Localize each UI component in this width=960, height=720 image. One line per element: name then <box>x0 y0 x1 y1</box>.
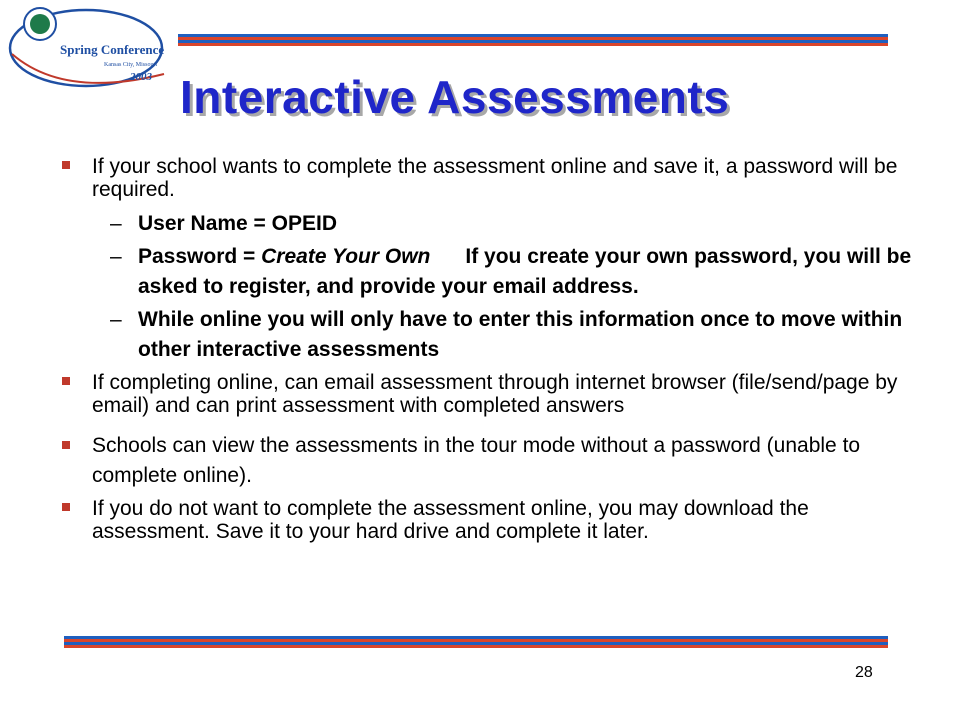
slide-title: Interactive Assessments <box>180 71 730 123</box>
dash-marker: – <box>110 212 122 235</box>
sub-item-online-once <box>60 305 920 365</box>
seal-center <box>30 14 50 34</box>
spring-conference-logo <box>4 4 179 96</box>
bullet-item <box>60 497 920 543</box>
slide-content <box>60 155 920 543</box>
password-italic: Create Your Own <box>261 245 431 268</box>
square-bullet-icon <box>62 441 70 449</box>
bottom-stripe <box>64 636 888 648</box>
sub-item-text: While online you will only have to enter this information once to move within other interactive assessments <box>138 308 903 361</box>
bullet-text: If you do not want to complete the assessment online, you may download the assessment. Save it to your hard drive and complete it later. <box>92 497 809 543</box>
password-suffix: If you create your own password, you will be asked to register, and provide your email address. <box>138 245 917 298</box>
square-bullet-icon <box>62 377 70 385</box>
bullet-item <box>60 371 920 417</box>
top-stripe <box>178 34 888 46</box>
sub-item-password <box>60 242 920 302</box>
logo-title: Spring Conference <box>60 42 165 57</box>
dash-marker: – <box>110 308 122 331</box>
dash-marker: – <box>110 245 122 268</box>
password-prefix: Password = <box>138 245 262 268</box>
bullet-item <box>60 431 920 491</box>
bullet-text: Schools can view the assessments in the tour mode without a password (unable to complete online). <box>92 434 861 487</box>
square-bullet-icon <box>62 503 70 511</box>
bullet-text: If your school wants to complete the assessment online and save it, a password will be required. <box>92 155 898 201</box>
bullet-item <box>60 155 920 201</box>
square-bullet-icon <box>62 161 70 169</box>
page-number: 28 <box>855 664 873 681</box>
bullet-text: If completing online, can email assessment through internet browser (file/send/page by email) and can print assessment with completed answers <box>92 371 898 417</box>
logo-location: Kansas City, Missouri <box>104 62 158 68</box>
sub-item-text: User Name = OPEID <box>138 212 338 235</box>
logo-year: 2003 <box>130 71 152 83</box>
sub-item-username <box>60 209 920 239</box>
